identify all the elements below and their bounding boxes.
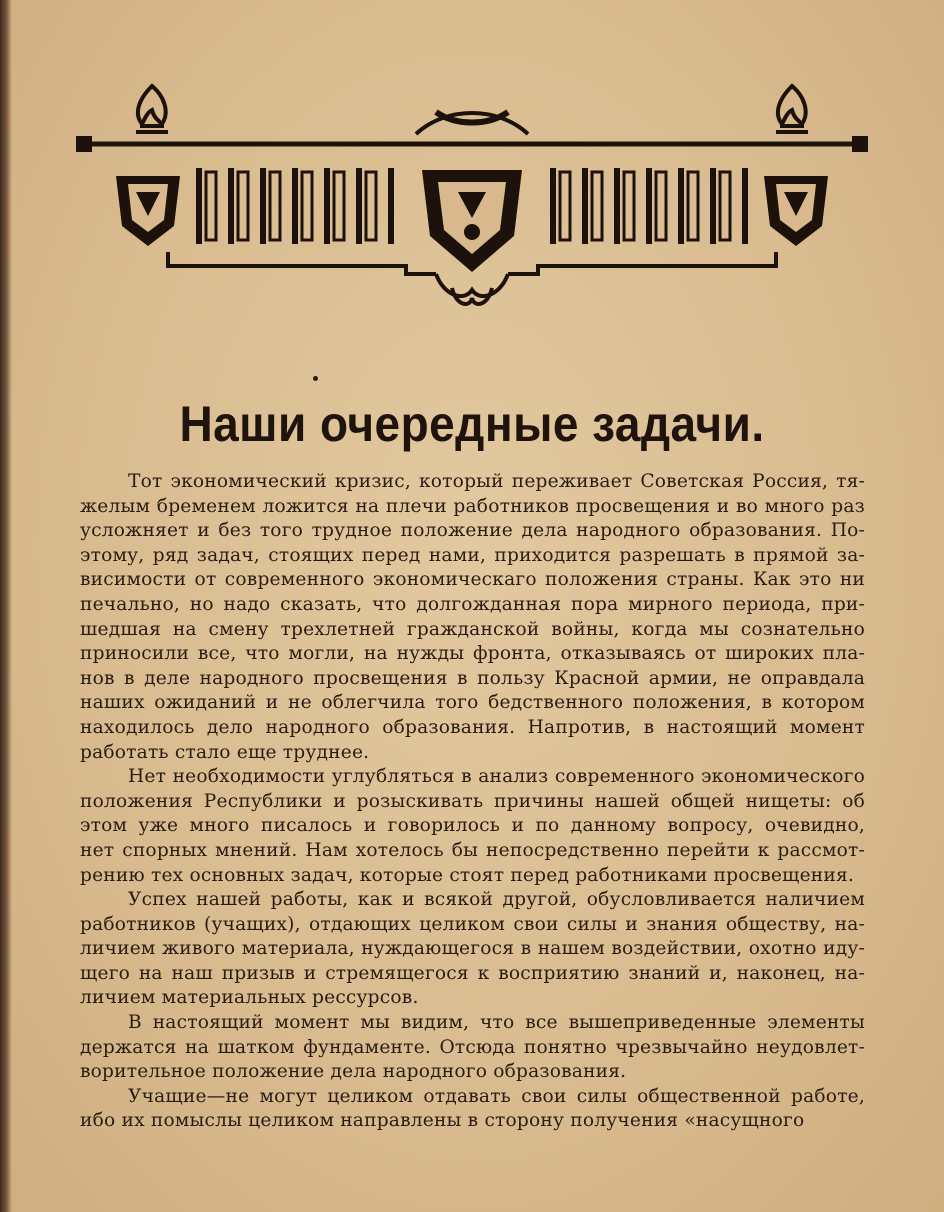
left-column-row bbox=[196, 168, 394, 244]
text-line: рению тех основных задач, которые стоят перед работниками просвещения. bbox=[80, 864, 855, 886]
text-line: личием материальных рессурсов. bbox=[80, 987, 419, 1009]
right-torch-flame-icon bbox=[776, 86, 808, 132]
text-line: щего на наш призыв и стремящегося к восприятию знаний и, наконец, на- bbox=[80, 962, 865, 984]
text-line: усложняет и без того трудное положение дела народного образования. По- bbox=[80, 520, 865, 542]
text-line: наших ожиданий и не облегчила того бедственного положения, в котором bbox=[80, 692, 865, 714]
text-line: положения Республики и розыскивать причины нашей общей нищеты: об bbox=[80, 790, 865, 812]
book-spine-edge bbox=[0, 0, 12, 1212]
text-line: Успех нашей работы, как и всякой другой, обусловливается наличием bbox=[128, 889, 865, 911]
right-rod-end bbox=[852, 136, 868, 152]
text-line: личием живого материала, нуждающегося в нашем воздействии, охотно иду- bbox=[80, 938, 865, 960]
text-line: находилось дело народного образования. Напротив, в настоящий момент bbox=[80, 716, 865, 738]
text-line: Учащие—не могут целиком отдавать свои силы общественной работе, bbox=[128, 1085, 865, 1107]
text-line: этому, ряд задач, стоящих перед нами, приходится разрешать в прямой за- bbox=[80, 544, 865, 566]
text-line: желым бременем ложится на плечи работников просвещения и во много раз bbox=[80, 495, 865, 517]
text-line: работать стало еще труднее. bbox=[80, 741, 370, 763]
text-line: приносили все, что могли, на нужды фронта, отказываясь от широких пла- bbox=[80, 643, 865, 665]
text-line: нов в деле народного просвещения в пользу Красной армии, не оправдала bbox=[80, 667, 865, 689]
text-line: ворительное положение дела народного образования. bbox=[80, 1061, 627, 1083]
text-line: держатся на шатком фундаменте. Отсюда понятно чрезвычайно неудовлет- bbox=[80, 1036, 865, 1058]
left-shield-emblem-icon bbox=[116, 176, 180, 246]
stray-ink-dot bbox=[313, 376, 318, 381]
page-title: Наши очередные задачи. bbox=[179, 396, 765, 452]
text-line: работников (учащих), отдающих целиком свои силы и знания обществу, на- bbox=[80, 913, 865, 935]
text-line: ибо их помыслы целиком направлены в сторону получения «насущного bbox=[80, 1110, 805, 1132]
decorative-header-ornament bbox=[76, 76, 868, 316]
text-line: В настоящий момент мы видим, что все вышеприведенные элементы bbox=[128, 1012, 865, 1034]
text-line: Тот экономический кризис, который переживает Советская Россия, тя- bbox=[128, 471, 865, 492]
right-column-row bbox=[550, 168, 748, 244]
text-line: нет спорных мнений. Нам хотелось бы непосредственно перейти к рассмот- bbox=[80, 839, 865, 861]
left-rod-end bbox=[76, 136, 92, 152]
right-shield-emblem-icon bbox=[764, 176, 828, 246]
left-torch-flame-icon bbox=[136, 86, 168, 132]
article-body bbox=[80, 470, 865, 1134]
text-line: этом уже много писалось и говорилось и по данному вопросу, очевидно, bbox=[80, 815, 865, 837]
text-line: Нет необходимости углубляться в анализ современного экономического bbox=[128, 766, 865, 788]
text-line: висимости от современного экономическаго положения страны. Как это ни bbox=[80, 569, 865, 591]
text-line: шедшая на смену трехлетней гражданской войны, когда мы сознательно bbox=[80, 618, 865, 640]
text-line: печально, но надо сказать, что долгожданная пора мирного периода, при- bbox=[80, 593, 865, 615]
center-shield-emblem-icon bbox=[416, 112, 528, 272]
